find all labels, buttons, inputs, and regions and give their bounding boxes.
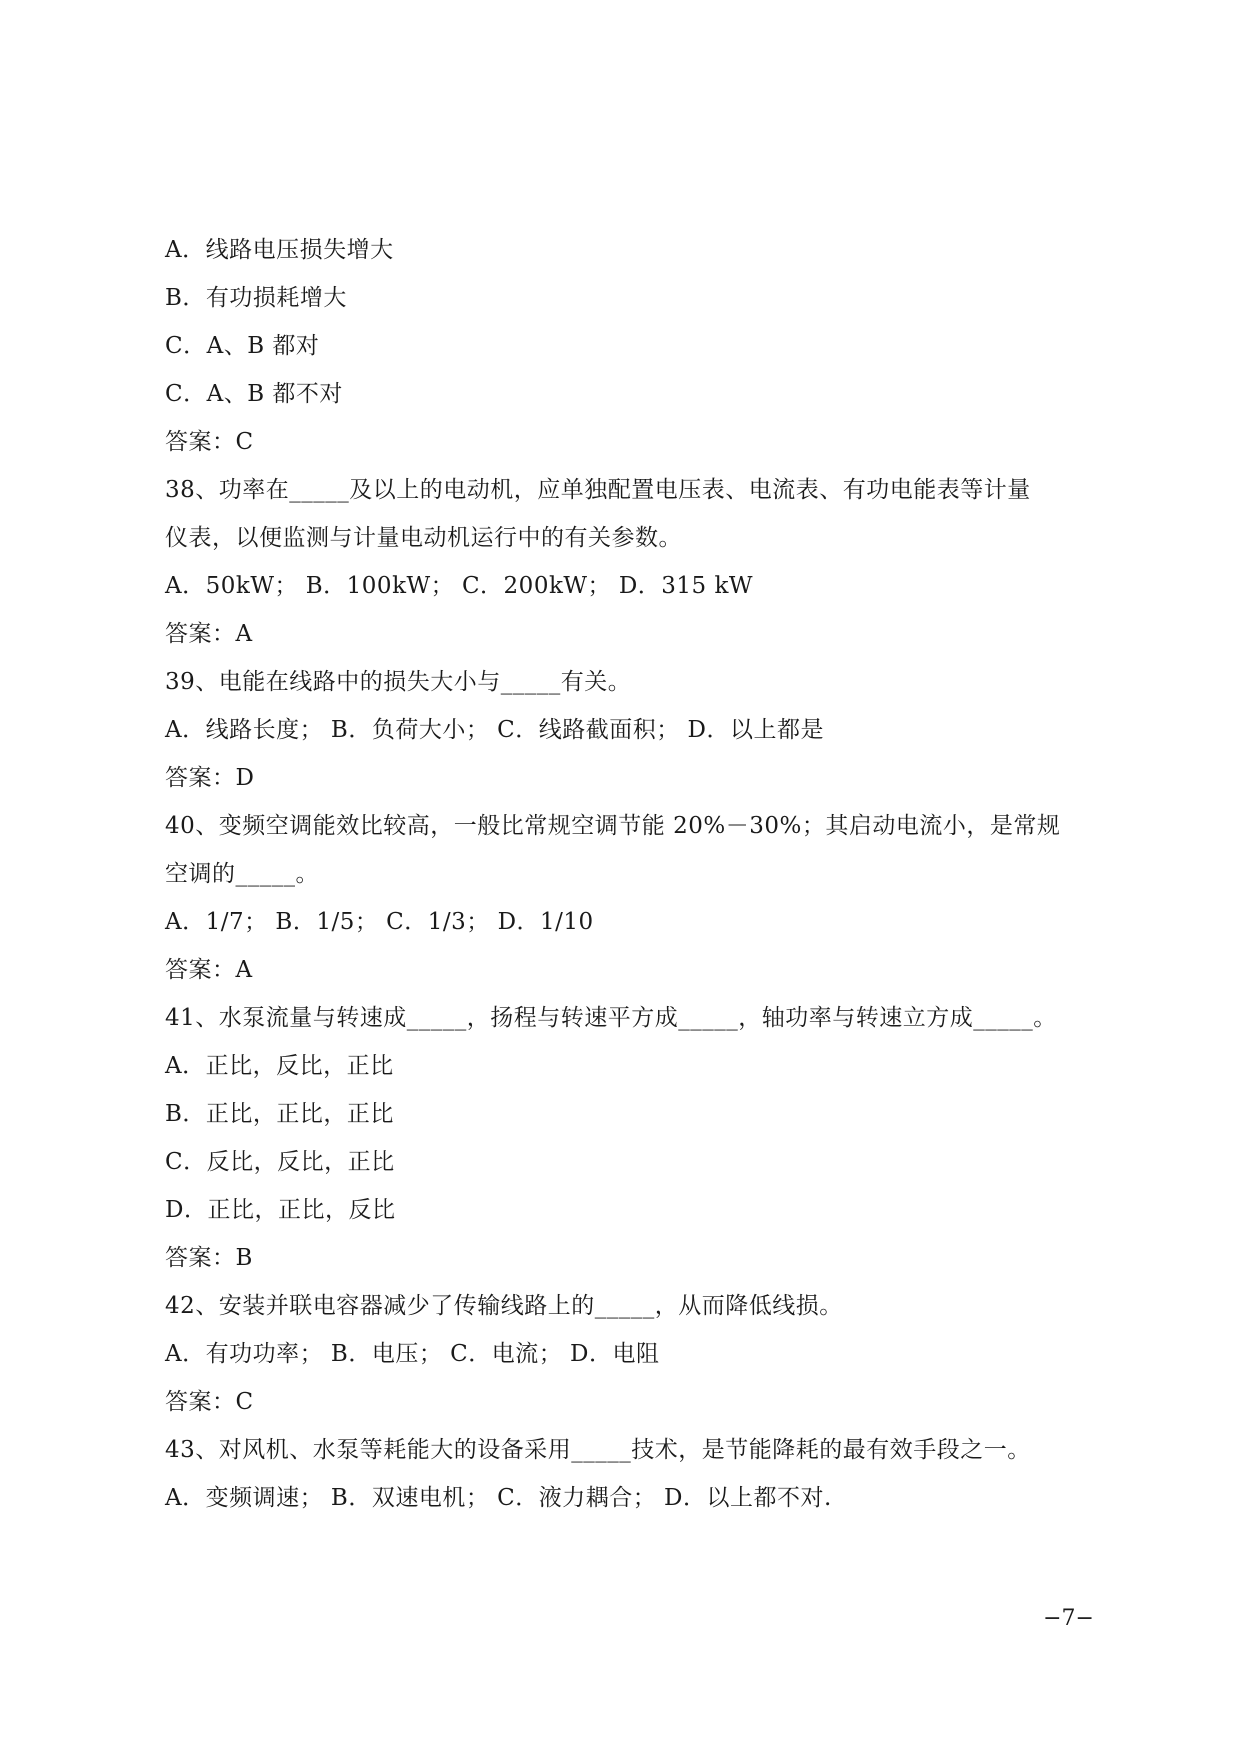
question-43-text: 43、对风机、水泵等耗能大的设备采用_____技术，是节能降耗的最有效手段之一。 bbox=[165, 1437, 1031, 1463]
question-38-answer: 答案：A bbox=[165, 621, 253, 647]
question-38-text: 38、功率在_____及以上的电动机，应单独配置电压表、电流表、有功电能表等计量 bbox=[165, 477, 1031, 503]
question-38-text-cont: 仪表，以便监测与计量电动机运行中的有关参数。 bbox=[165, 525, 682, 551]
option-line: C．A、B 都对 bbox=[165, 333, 320, 359]
question-41-option-b: B．正比，正比，正比 bbox=[165, 1101, 394, 1127]
question-41-option-c: C．反比，反比，正比 bbox=[165, 1149, 395, 1175]
question-40-options: A．1/7； B．1/5； C．1/3； D．1/10 bbox=[165, 909, 594, 935]
question-41-option-a: A．正比，反比，正比 bbox=[165, 1053, 394, 1079]
question-43-options: A．变频调速； B．双速电机； C．液力耦合； D．以上都不对. bbox=[165, 1485, 832, 1511]
question-42-text: 42、安装并联电容器减少了传输线路上的_____，从而降低线损。 bbox=[165, 1293, 843, 1319]
question-40-answer: 答案：A bbox=[165, 957, 253, 983]
question-41-text: 41、水泵流量与转速成_____，扬程与转速平方成_____，轴功率与转速立方成_____。 bbox=[165, 1005, 1057, 1031]
question-42-options: A．有功功率； B．电压； C．电流； D．电阻 bbox=[165, 1341, 660, 1367]
page-number: −7− bbox=[1043, 1606, 1094, 1631]
option-line: B．有功损耗增大 bbox=[165, 285, 347, 311]
question-39-text: 39、电能在线路中的损失大小与_____有关。 bbox=[165, 669, 632, 695]
answer-line: 答案：C bbox=[165, 429, 254, 455]
question-42-answer: 答案：C bbox=[165, 1389, 254, 1415]
question-41-option-d: D．正比，正比，反比 bbox=[165, 1197, 396, 1223]
option-line: A．线路电压损失增大 bbox=[165, 237, 394, 263]
option-line: C．A、B 都不对 bbox=[165, 381, 343, 407]
question-list bbox=[165, 226, 1095, 1522]
question-39-answer: 答案：D bbox=[165, 765, 255, 791]
question-40-text: 40、变频空调能效比较高，一般比常规空调节能 20%－30%；其启动电流小，是常规 bbox=[165, 813, 1061, 839]
question-38-options: A．50kW； B．100kW； C．200kW； D．315 kW bbox=[165, 573, 754, 599]
question-40-text-cont: 空调的_____。 bbox=[165, 861, 319, 887]
question-41-answer: 答案：B bbox=[165, 1245, 253, 1271]
question-39-options: A．线路长度； B．负荷大小； C．线路截面积； D．以上都是 bbox=[165, 717, 824, 743]
